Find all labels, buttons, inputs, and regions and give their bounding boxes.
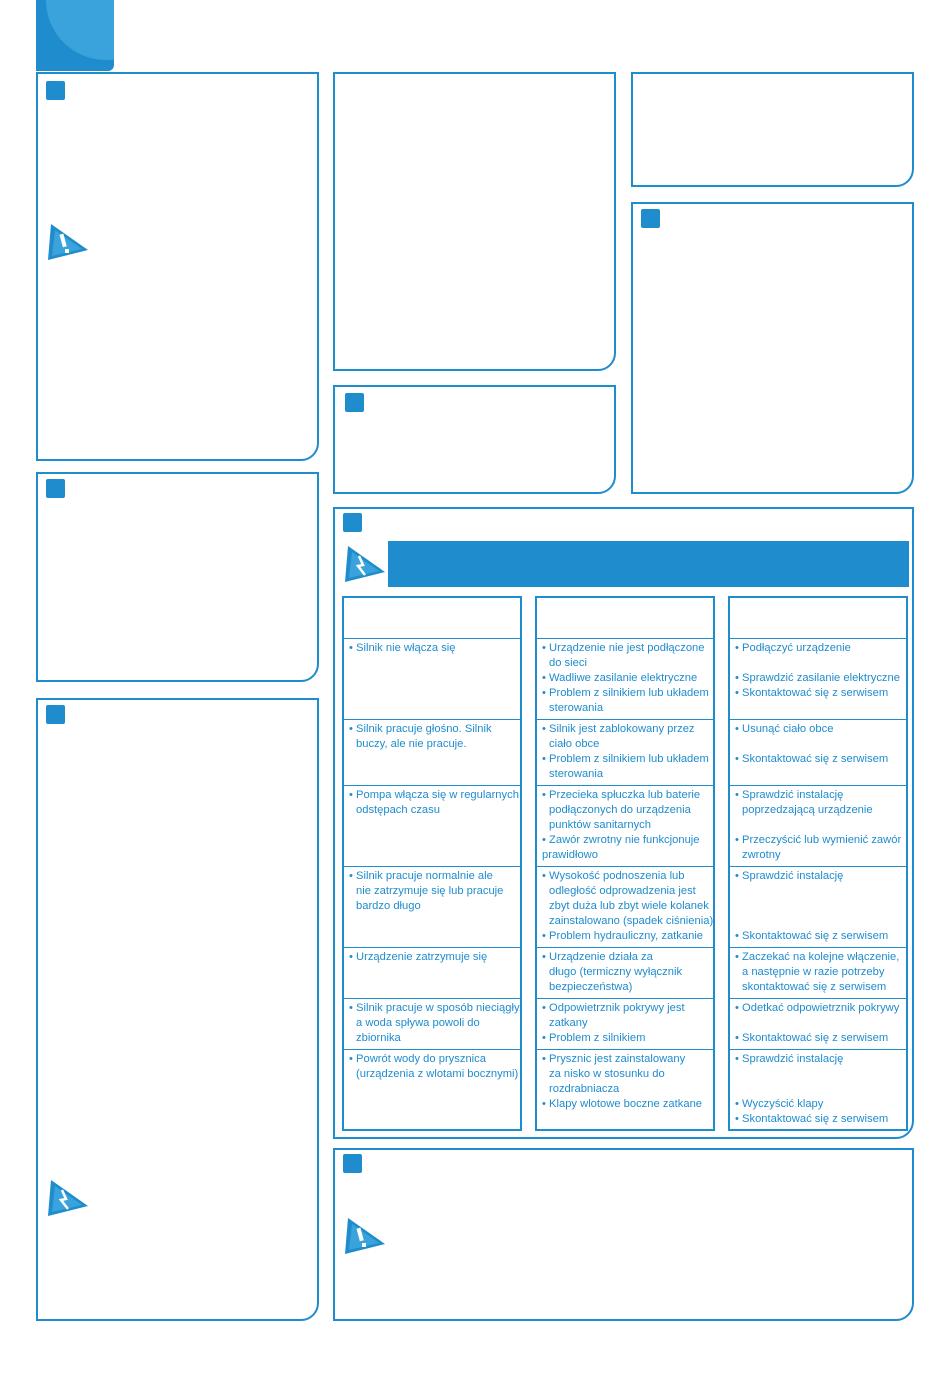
- cause-cell: [537, 947, 713, 998]
- cause-cell: [537, 719, 713, 785]
- remedy-cell: [730, 947, 906, 998]
- problem-cell: [344, 947, 520, 998]
- cause-text-line: • Urządzenie działa za: [542, 951, 653, 963]
- cause-cell: [537, 1049, 713, 1133]
- remedy-text-line: • Sprawdzić instalację: [735, 870, 844, 882]
- cause-text-line: • Prysznic jest zainstalowany: [542, 1053, 686, 1065]
- problem-cell: [344, 785, 520, 866]
- remedy-text-line: [735, 1016, 901, 1031]
- cause-text-line: długo (termiczny wyłącznik: [549, 966, 683, 978]
- cause-text-line: • Wadliwe zasilanie elektryczne: [542, 672, 698, 684]
- remedy-text-line: • Skontaktować się z serwisem: [735, 1113, 889, 1125]
- problem-cell: [344, 866, 520, 947]
- cause-text-line: • Problem hydrauliczny, zatkanie: [542, 930, 704, 942]
- problem-text-line: • Powrót wody do prysznica: [349, 1053, 486, 1065]
- cause-text-line: • Przecieka spłuczka lub baterie: [542, 789, 701, 801]
- cause-cell: [537, 998, 713, 1049]
- section-marker: [343, 1154, 362, 1173]
- problem-text-line: • Silnik pracuje w sposób nieciągły,: [349, 1002, 522, 1014]
- remedy-text-line: [735, 1082, 901, 1097]
- remedy-text-line: • Wyczyścić klapy: [735, 1098, 824, 1110]
- section-panel-3: [36, 698, 319, 1321]
- warning-triangle-icon: [46, 222, 90, 262]
- remedy-text-line: • Podłączyć urządzenie: [735, 642, 851, 654]
- cause-text-line: • Urządzenie nie jest podłączone: [542, 642, 705, 654]
- cause-text-line: odległość odprowadzenia jest: [549, 885, 696, 897]
- section-marker: [343, 513, 362, 532]
- cause-text-line: prawidłowo: [542, 849, 598, 861]
- remedy-cell: [730, 785, 906, 866]
- problem-text-line: buczy, ale nie pracuje.: [356, 738, 467, 750]
- problem-text-line: • Silnik pracuje normalnie ale: [349, 870, 493, 882]
- cause-text-line: bezpieczeństwa): [549, 981, 633, 993]
- remedy-text-line: skontaktować się z serwisem: [742, 981, 887, 993]
- remedy-text-line: [735, 914, 901, 929]
- cause-text-line: zainstalowano (spadek ciśnienia): [549, 915, 714, 927]
- electric-hazard-icon: [343, 544, 387, 584]
- section-panel-5: [333, 385, 616, 494]
- problem-cell: [344, 719, 520, 785]
- remedy-text-line: • Sprawdzić instalację: [735, 789, 844, 801]
- section-panel-8: [333, 1148, 914, 1321]
- cause-text-line: za nisko w stosunku do: [549, 1068, 665, 1080]
- cause-text-line: ciało obce: [549, 738, 600, 750]
- cause-text-line: • Problem z silnikiem: [542, 1032, 646, 1044]
- remedy-text-line: zwrotny: [742, 849, 781, 861]
- cause-text-line: sterowania: [549, 702, 604, 714]
- remedy-text-line: [735, 656, 901, 671]
- problem-text-line: (urządzenia z wlotami bocznymi): [356, 1068, 519, 1080]
- cause-text-line: zatkany: [549, 1017, 588, 1029]
- problem-text-line: odstępach czasu: [356, 804, 440, 816]
- section-marker: [46, 81, 65, 100]
- remedy-text-line: [735, 884, 901, 899]
- section-marker: [345, 393, 364, 412]
- cause-text-line: podłączonych do urządzenia: [549, 804, 691, 816]
- cause-text-line: rozdrabniacza: [549, 1083, 620, 1095]
- cause-text-line: do sieci: [549, 657, 587, 669]
- cause-column: [535, 596, 715, 1131]
- remedy-text-line: • Sprawdzić instalację: [735, 1053, 844, 1065]
- cause-text-line: sterowania: [549, 768, 604, 780]
- remedy-cell: [730, 998, 906, 1049]
- cause-text-line: • Problem z silnikiem lub układem: [542, 753, 709, 765]
- problem-text-line: a woda spływa powoli do: [356, 1017, 480, 1029]
- problem-cell: [344, 998, 520, 1049]
- cause-text-line: punktów sanitarnych: [549, 819, 651, 831]
- section-marker: [46, 705, 65, 724]
- remedy-text-line: [735, 899, 901, 914]
- problem-text-line: • Urządzenie zatrzymuje się: [349, 951, 488, 963]
- remedy-text-line: [735, 818, 901, 833]
- problem-text-line: bardzo długo: [356, 900, 421, 912]
- remedy-text-line: [735, 737, 901, 752]
- remedy-cell: [730, 638, 906, 719]
- cause-cell: [537, 638, 713, 719]
- page-corner-tab: [36, 0, 114, 71]
- cause-text-line: • Silnik jest zablokowany przez: [542, 723, 695, 735]
- remedy-text-line: • Usunąć ciało obce: [735, 723, 834, 735]
- remedy-text-line: • Skontaktować się z serwisem: [735, 1032, 889, 1044]
- cause-cell: [537, 785, 713, 866]
- section-marker: [46, 479, 65, 498]
- remedy-text-line: poprzedzającą urządzenie: [742, 804, 873, 816]
- section-panel-7: [631, 202, 914, 494]
- section-panel-6: [631, 72, 914, 187]
- remedy-text-line: [735, 1067, 901, 1082]
- remedy-text-line: • Skontaktować się z serwisem: [735, 687, 889, 699]
- remedy-text-line: • Odetkać odpowietrznik pokrywy: [735, 1002, 900, 1014]
- remedy-cell: [730, 866, 906, 947]
- troubleshooting-header-bar: [388, 541, 909, 587]
- remedy-text-line: • Skontaktować się z serwisem: [735, 930, 889, 942]
- remedy-cell: [730, 1049, 906, 1133]
- cause-text-line: zbyt duża lub zbyt wiele kolanek: [549, 900, 709, 912]
- warning-triangle-icon: [343, 1216, 387, 1256]
- cause-text-line: • Problem z silnikiem lub układem: [542, 687, 709, 699]
- problem-cell: [344, 1049, 520, 1133]
- problem-text-line: • Silnik pracuje głośno. Silnik: [349, 723, 492, 735]
- remedy-text-line: • Sprawdzić zasilanie elektryczne: [735, 672, 900, 684]
- problem-text-line: zbiornika: [356, 1032, 401, 1044]
- problem-column: [342, 596, 522, 1131]
- section-panel-4: [333, 72, 616, 371]
- section-panel-2: [36, 472, 319, 682]
- problem-text-line: • Pompa włącza się w regularnych: [349, 789, 519, 801]
- remedy-text-line: • Skontaktować się z serwisem: [735, 753, 889, 765]
- remedy-text-line: a następnie w razie potrzeby: [742, 966, 885, 978]
- cause-text-line: • Wysokość podnoszenia lub: [542, 870, 685, 882]
- cause-cell: [537, 866, 713, 947]
- cause-text-line: • Odpowietrznik pokrywy jest: [542, 1002, 685, 1014]
- section-panel-1: [36, 72, 319, 461]
- remedy-text-line: • Zaczekać na kolejne włączenie,: [735, 951, 900, 963]
- cause-text-line: • Zawór zwrotny nie funkcjonuje: [542, 834, 700, 846]
- remedy-column: [728, 596, 908, 1131]
- section-marker: [641, 209, 660, 228]
- cause-text-line: • Klapy wlotowe boczne zatkane: [542, 1098, 703, 1110]
- electric-hazard-icon: [46, 1178, 90, 1218]
- problem-text-line: nie zatrzymuje się lub pracuje: [356, 885, 504, 897]
- problem-text-line: • Silnik nie włącza się: [349, 642, 456, 654]
- remedy-text-line: • Przeczyścić lub wymienić zawór: [735, 834, 902, 846]
- remedy-cell: [730, 719, 906, 785]
- problem-cell: [344, 638, 520, 719]
